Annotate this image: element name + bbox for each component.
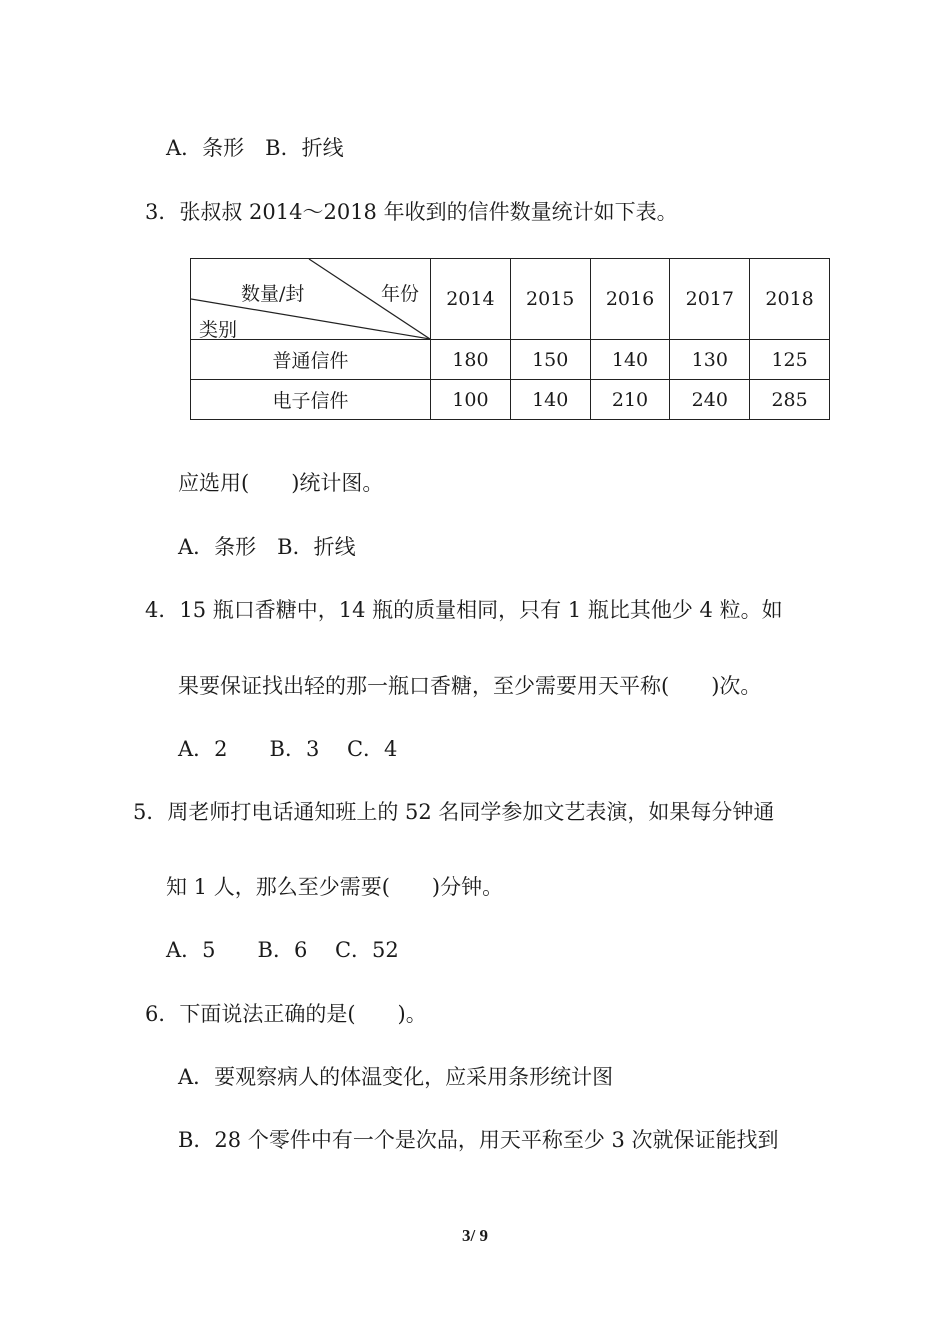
header-category-label: 类别 xyxy=(199,319,238,341)
q6-option-b: B．28 个零件中有一个是次品，用天平称至少 3 次就保证能找到 xyxy=(178,1128,779,1152)
q3-stem: 3．张叔叔 2014～2018 年收到的信件数量统计如下表。 xyxy=(145,200,678,224)
value-cell: 210 xyxy=(590,380,670,420)
value-cell: 285 xyxy=(750,380,830,420)
year-cell: 2017 xyxy=(670,259,750,340)
q4-options: A．2 B．3 C．4 xyxy=(178,737,398,761)
q5-line1: 5．周老师打电话通知班上的 52 名同学参加文艺表演，如果每分钟通 xyxy=(133,800,775,824)
q4-line2: 果要保证找出轻的那一瓶口香糖，至少需要用天平称( )次。 xyxy=(178,674,762,698)
q6-stem: 6．下面说法正确的是( )。 xyxy=(145,1002,427,1026)
header-quantity-label: 数量/封 xyxy=(241,283,305,305)
value-cell: 130 xyxy=(670,340,750,380)
value-cell: 100 xyxy=(431,380,511,420)
value-cell: 125 xyxy=(750,340,830,380)
row-label: 普通信件 xyxy=(191,340,431,380)
table-row xyxy=(191,340,830,380)
year-cell: 2016 xyxy=(590,259,670,340)
year-cell: 2018 xyxy=(750,259,830,340)
row-label: 电子信件 xyxy=(191,380,431,420)
diagonal-header-cell xyxy=(191,259,431,340)
q2-options: A．条形 B．折线 xyxy=(166,136,344,160)
table-header-row xyxy=(191,259,830,340)
q4-line1: 4．15 瓶口香糖中，14 瓶的质量相同，只有 1 瓶比其他少 4 粒。如 xyxy=(145,598,783,622)
q5-line2: 知 1 人，那么至少需要( )分钟。 xyxy=(166,875,504,899)
q3-options: A．条形 B．折线 xyxy=(178,535,356,559)
q6-option-a: A．要观察病人的体温变化，应采用条形统计图 xyxy=(178,1065,614,1089)
q5-options: A．5 B．6 C．52 xyxy=(166,938,399,962)
value-cell: 150 xyxy=(510,340,590,380)
value-cell: 180 xyxy=(431,340,511,380)
value-cell: 140 xyxy=(590,340,670,380)
value-cell: 140 xyxy=(510,380,590,420)
value-cell: 240 xyxy=(670,380,750,420)
header-year-label: 年份 xyxy=(381,283,420,305)
q3-follow-text: 应选用( )统计图。 xyxy=(178,471,384,495)
year-cell: 2015 xyxy=(510,259,590,340)
page-number: 3/ 9 xyxy=(462,1226,488,1245)
year-cell: 2014 xyxy=(431,259,511,340)
letters-table xyxy=(190,258,830,420)
table-row xyxy=(191,380,830,420)
